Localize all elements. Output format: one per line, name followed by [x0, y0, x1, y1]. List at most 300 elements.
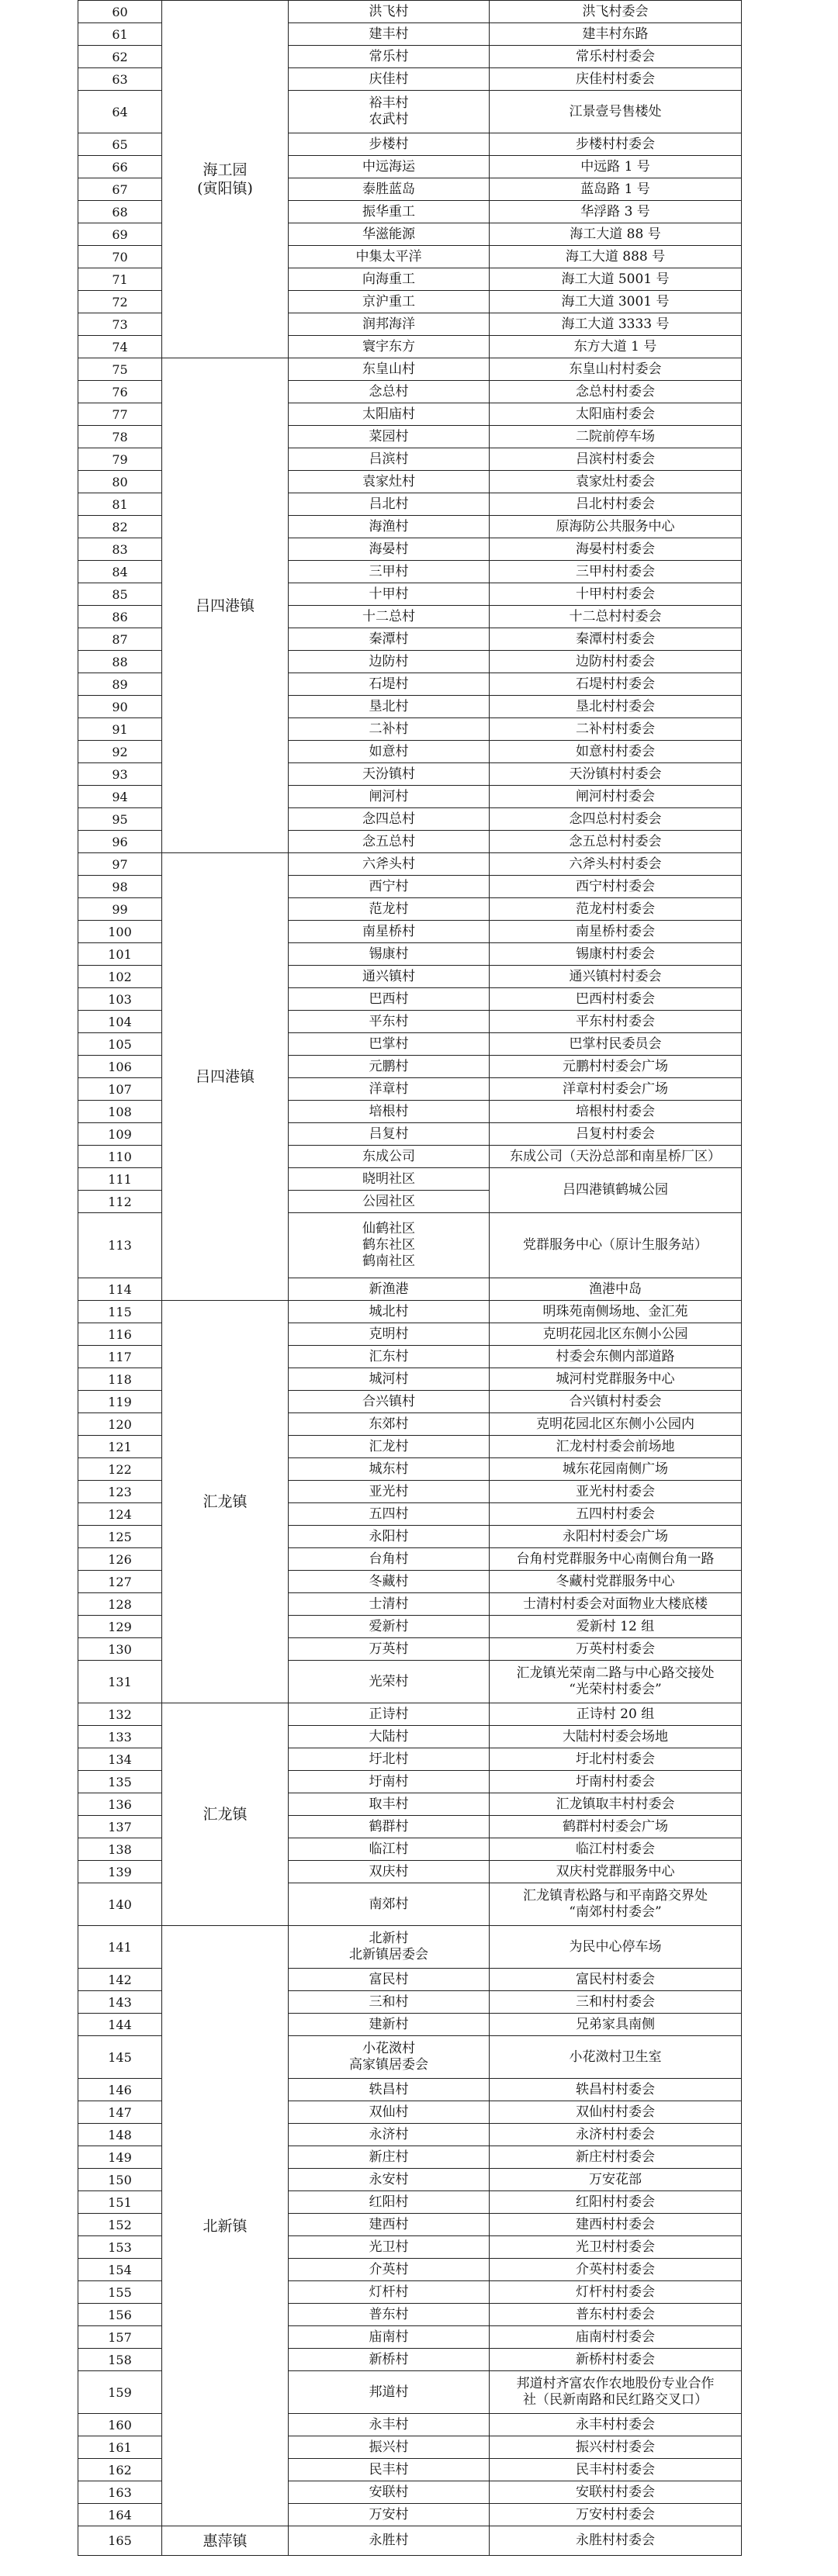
location-cell: 万英村村委会	[490, 1638, 742, 1661]
location-cell: 吕四港镇鹤城公园	[490, 1168, 742, 1213]
village-cell: 光荣村	[289, 1661, 490, 1703]
village-cell: 合兴镇村	[289, 1391, 490, 1413]
row-number: 133	[78, 1726, 162, 1748]
row-number: 67	[78, 178, 162, 201]
row-number: 95	[78, 808, 162, 831]
village-cell: 二补村	[289, 718, 490, 741]
village-cell: 闸河村	[289, 786, 490, 808]
location-cell: 新桥村村委会	[490, 2349, 742, 2371]
location-cell: 三甲村村委会	[490, 561, 742, 583]
row-number: 140	[78, 1883, 162, 1926]
village-cell: 永胜村	[289, 2526, 490, 2556]
row-number: 139	[78, 1861, 162, 1883]
row-number: 111	[78, 1168, 162, 1191]
location-cell: 民丰村村委会	[490, 2459, 742, 2481]
village-cell: 爱新村	[289, 1616, 490, 1638]
village-cell: 华滋能源	[289, 223, 490, 246]
row-number: 71	[78, 268, 162, 291]
row-number: 153	[78, 2236, 162, 2259]
row-number: 98	[78, 876, 162, 898]
row-number: 156	[78, 2304, 162, 2326]
village-cell: 安联村	[289, 2481, 490, 2504]
village-cell: 双庆村	[289, 1861, 490, 1883]
location-cell: 富民村村委会	[490, 1969, 742, 1991]
location-cell: 十甲村村委会	[490, 583, 742, 606]
location-cell: 村委会东侧内部道路	[490, 1346, 742, 1368]
row-number: 66	[78, 156, 162, 178]
row-number: 91	[78, 718, 162, 741]
location-cell: 双庆村党群服务中心	[490, 1861, 742, 1883]
row-number: 96	[78, 831, 162, 853]
location-table	[78, 0, 742, 2556]
row-number: 125	[78, 1526, 162, 1548]
village-cell: 洋章村	[289, 1078, 490, 1101]
village-cell: 建西村	[289, 2214, 490, 2236]
row-number: 113	[78, 1213, 162, 1278]
row-number: 162	[78, 2459, 162, 2481]
location-cell: 念五总村村委会	[490, 831, 742, 853]
village-cell: 克明村	[289, 1323, 490, 1346]
village-cell: 泰胜蓝岛	[289, 178, 490, 201]
location-cell: 新庄村村委会	[490, 2146, 742, 2169]
row-number: 89	[78, 673, 162, 696]
location-cell: 汇龙镇取丰村村委会	[490, 1793, 742, 1816]
location-cell: 大陆村村委会场地	[490, 1726, 742, 1748]
village-cell: 仙鹤社区 鹤东社区 鹤南社区	[289, 1213, 490, 1278]
row-number: 120	[78, 1413, 162, 1436]
location-cell: 秦潭村村委会	[490, 628, 742, 651]
village-cell: 永丰村	[289, 2414, 490, 2436]
village-cell: 建新村	[289, 2014, 490, 2036]
village-cell: 念五总村	[289, 831, 490, 853]
row-number: 122	[78, 1458, 162, 1481]
row-number: 134	[78, 1748, 162, 1771]
location-cell: 汇龙镇青松路与和平南路交界处 “南郊村村委会”	[490, 1883, 742, 1926]
location-cell: 光卫村村委会	[490, 2236, 742, 2259]
village-cell: 润邦海洋	[289, 313, 490, 336]
village-cell: 东郊村	[289, 1413, 490, 1436]
row-number: 164	[78, 2504, 162, 2526]
location-cell: 巴掌村民委员会	[490, 1033, 742, 1056]
location-cell: 江景壹号售楼处	[490, 91, 742, 133]
location-cell: 克明花园北区东侧小公园内	[490, 1413, 742, 1436]
table-row	[78, 1703, 742, 1726]
row-number: 124	[78, 1503, 162, 1526]
village-cell: 常乐村	[289, 46, 490, 68]
location-cell: 海工大道 5001 号	[490, 268, 742, 291]
location-cell: 通兴镇村村委会	[490, 966, 742, 988]
row-number: 151	[78, 2191, 162, 2214]
row-number: 152	[78, 2214, 162, 2236]
row-number: 149	[78, 2146, 162, 2169]
village-cell: 三和村	[289, 1991, 490, 2014]
location-cell: 小花滧村卫生室	[490, 2036, 742, 2079]
row-number: 78	[78, 426, 162, 448]
village-cell: 六斧头村	[289, 853, 490, 876]
village-cell: 念总村	[289, 381, 490, 403]
location-cell: 巴西村村委会	[490, 988, 742, 1011]
row-number: 147	[78, 2101, 162, 2124]
town-cell: 海工园 (寅阳镇)	[162, 1, 289, 358]
village-cell: 平东村	[289, 1011, 490, 1033]
row-number: 130	[78, 1638, 162, 1661]
location-cell: 海工大道 888 号	[490, 246, 742, 268]
location-cell: 元鹏村村委会广场	[490, 1056, 742, 1078]
row-number: 74	[78, 336, 162, 358]
location-cell: 合兴镇村村委会	[490, 1391, 742, 1413]
location-cell: 庆佳村村委会	[490, 68, 742, 91]
location-cell: 建丰村东路	[490, 23, 742, 46]
location-cell: 吕北村村委会	[490, 493, 742, 516]
village-cell: 大陆村	[289, 1726, 490, 1748]
row-number: 131	[78, 1661, 162, 1703]
location-cell: 渔港中岛	[490, 1278, 742, 1301]
row-number: 141	[78, 1926, 162, 1969]
village-cell: 中远海运	[289, 156, 490, 178]
row-number: 161	[78, 2436, 162, 2459]
row-number: 132	[78, 1703, 162, 1726]
location-cell: 士清村村委会对面物业大楼底楼	[490, 1593, 742, 1616]
row-number: 76	[78, 381, 162, 403]
village-cell: 巴西村	[289, 988, 490, 1011]
village-cell: 临江村	[289, 1838, 490, 1861]
row-number: 158	[78, 2349, 162, 2371]
row-number: 144	[78, 2014, 162, 2036]
village-cell: 新渔港	[289, 1278, 490, 1301]
village-cell: 邦道村	[289, 2371, 490, 2414]
village-cell: 北新村 北新镇居委会	[289, 1926, 490, 1969]
row-number: 72	[78, 291, 162, 313]
location-cell: 十二总村村委会	[490, 606, 742, 628]
village-cell: 城河村	[289, 1368, 490, 1391]
row-number: 105	[78, 1033, 162, 1056]
location-cell: 永胜村村委会	[490, 2526, 742, 2556]
row-number: 68	[78, 201, 162, 223]
location-cell: 普东村村委会	[490, 2304, 742, 2326]
location-cell: 台角村党群服务中心南侧台角一路	[490, 1548, 742, 1571]
village-cell: 边防村	[289, 651, 490, 673]
village-cell: 万英村	[289, 1638, 490, 1661]
row-number: 81	[78, 493, 162, 516]
row-number: 77	[78, 403, 162, 426]
town-cell: 汇龙镇	[162, 1703, 289, 1926]
location-cell: 红阳村村委会	[490, 2191, 742, 2214]
row-number: 143	[78, 1991, 162, 2014]
village-cell: 新桥村	[289, 2349, 490, 2371]
row-number: 106	[78, 1056, 162, 1078]
location-cell: 吕复村村委会	[490, 1123, 742, 1146]
village-cell: 十二总村	[289, 606, 490, 628]
location-cell: 石堤村村委会	[490, 673, 742, 696]
village-cell: 京沪重工	[289, 291, 490, 313]
location-cell: 介英村村委会	[490, 2259, 742, 2281]
row-number: 129	[78, 1616, 162, 1638]
village-cell: 吕滨村	[289, 448, 490, 471]
village-cell: 吕复村	[289, 1123, 490, 1146]
village-cell: 巴掌村	[289, 1033, 490, 1056]
row-number: 137	[78, 1816, 162, 1838]
village-cell: 取丰村	[289, 1793, 490, 1816]
location-cell: 城东花园南侧广场	[490, 1458, 742, 1481]
village-cell: 海渔村	[289, 516, 490, 538]
location-cell: 为民中心停车场	[490, 1926, 742, 1969]
village-cell: 晓明社区	[289, 1168, 490, 1191]
village-cell: 元鹏村	[289, 1056, 490, 1078]
village-cell: 袁家灶村	[289, 471, 490, 493]
location-cell: 冬藏村党群服务中心	[490, 1571, 742, 1593]
row-number: 60	[78, 1, 162, 23]
village-cell: 振兴村	[289, 2436, 490, 2459]
location-cell: 平东村村委会	[490, 1011, 742, 1033]
location-cell: 海工大道 3001 号	[490, 291, 742, 313]
village-cell: 永安村	[289, 2169, 490, 2191]
village-cell: 小花滧村 高家镇居委会	[289, 2036, 490, 2079]
location-cell: 太阳庙村委会	[490, 403, 742, 426]
village-cell: 通兴镇村	[289, 966, 490, 988]
location-cell: 洪飞村委会	[490, 1, 742, 23]
town-cell: 吕四港镇	[162, 853, 289, 1301]
location-cell: 万安村村委会	[490, 2504, 742, 2526]
row-number: 85	[78, 583, 162, 606]
row-number: 64	[78, 91, 162, 133]
town-cell: 惠萍镇	[162, 2526, 289, 2556]
village-cell: 圩北村	[289, 1748, 490, 1771]
row-number: 102	[78, 966, 162, 988]
row-number: 104	[78, 1011, 162, 1033]
row-number: 115	[78, 1301, 162, 1323]
location-cell: 正诗村 20 组	[490, 1703, 742, 1726]
table-row	[78, 2526, 742, 2556]
row-number: 61	[78, 23, 162, 46]
row-number: 69	[78, 223, 162, 246]
row-number: 126	[78, 1548, 162, 1571]
location-cell: 原海防公共服务中心	[490, 516, 742, 538]
location-cell: 圩南村村委会	[490, 1771, 742, 1793]
location-cell: 轶昌村村委会	[490, 2079, 742, 2101]
row-number: 84	[78, 561, 162, 583]
table-row	[78, 853, 742, 876]
row-number: 128	[78, 1593, 162, 1616]
row-number: 110	[78, 1146, 162, 1168]
village-cell: 五四村	[289, 1503, 490, 1526]
village-cell: 士清村	[289, 1593, 490, 1616]
location-cell: 华浮路 3 号	[490, 201, 742, 223]
location-cell: 圩北村村委会	[490, 1748, 742, 1771]
row-number: 145	[78, 2036, 162, 2079]
village-cell: 海晏村	[289, 538, 490, 561]
village-cell: 裕丰村 农武村	[289, 91, 490, 133]
location-cell: 克明花园北区东侧小公园	[490, 1323, 742, 1346]
village-cell: 十甲村	[289, 583, 490, 606]
location-cell: 袁家灶村委会	[490, 471, 742, 493]
row-number: 65	[78, 133, 162, 156]
row-number: 116	[78, 1323, 162, 1346]
village-cell: 步楼村	[289, 133, 490, 156]
location-cell: 东皇山村村委会	[490, 358, 742, 381]
location-cell: 西宁村村委会	[490, 876, 742, 898]
location-cell: 汇龙镇光荣南二路与中心路交接处 “光荣村村委会”	[490, 1661, 742, 1703]
location-cell: 天汾镇村村委会	[490, 763, 742, 786]
village-cell: 灯杆村	[289, 2281, 490, 2304]
location-cell: 东成公司（天汾总部和南星桥厂区）	[490, 1146, 742, 1168]
village-cell: 念四总村	[289, 808, 490, 831]
row-number: 99	[78, 898, 162, 921]
row-number: 117	[78, 1346, 162, 1368]
location-cell: 海晏村村委会	[490, 538, 742, 561]
row-number: 157	[78, 2326, 162, 2349]
row-number: 109	[78, 1123, 162, 1146]
village-cell: 新庄村	[289, 2146, 490, 2169]
row-number: 146	[78, 2079, 162, 2101]
village-cell: 培根村	[289, 1101, 490, 1123]
location-cell: 范龙村村委会	[490, 898, 742, 921]
location-cell: 边防村村委会	[490, 651, 742, 673]
location-cell: 闸河村村委会	[490, 786, 742, 808]
row-number: 87	[78, 628, 162, 651]
row-number: 86	[78, 606, 162, 628]
village-cell: 城东村	[289, 1458, 490, 1481]
row-number: 165	[78, 2526, 162, 2556]
location-cell: 吕滨村村委会	[490, 448, 742, 471]
row-number: 160	[78, 2414, 162, 2436]
location-cell: 东方大道 1 号	[490, 336, 742, 358]
village-cell: 富民村	[289, 1969, 490, 1991]
town-cell: 汇龙镇	[162, 1301, 289, 1703]
village-cell: 圩南村	[289, 1771, 490, 1793]
location-cell: 亚光村村委会	[490, 1481, 742, 1503]
location-cell: 念四总村村委会	[490, 808, 742, 831]
table-row	[78, 1, 742, 23]
location-cell: 双仙村村委会	[490, 2101, 742, 2124]
location-cell: 邦道村齐富农作农地股份专业合作 社（民新南路和民红路交叉口）	[490, 2371, 742, 2414]
location-cell: 党群服务中心（原计生服务站）	[490, 1213, 742, 1278]
village-cell: 民丰村	[289, 2459, 490, 2481]
location-cell: 临江村村委会	[490, 1838, 742, 1861]
village-cell: 汇龙村	[289, 1436, 490, 1458]
village-cell: 正诗村	[289, 1703, 490, 1726]
town-cell: 北新镇	[162, 1926, 289, 2526]
row-number: 83	[78, 538, 162, 561]
village-cell: 振华重工	[289, 201, 490, 223]
village-cell: 鹤群村	[289, 1816, 490, 1838]
village-cell: 秦潭村	[289, 628, 490, 651]
village-cell: 城北村	[289, 1301, 490, 1323]
location-cell: 灯杆村村委会	[490, 2281, 742, 2304]
location-cell: 兄弟家具南侧	[490, 2014, 742, 2036]
village-cell: 双仙村	[289, 2101, 490, 2124]
village-cell: 寰宇东方	[289, 336, 490, 358]
location-cell: 庙南村村委会	[490, 2326, 742, 2349]
location-cell: 海工大道 88 号	[490, 223, 742, 246]
row-number: 135	[78, 1771, 162, 1793]
row-number: 155	[78, 2281, 162, 2304]
location-cell: 振兴村村委会	[490, 2436, 742, 2459]
village-cell: 普东村	[289, 2304, 490, 2326]
village-cell: 锡康村	[289, 943, 490, 966]
village-cell: 洪飞村	[289, 1, 490, 23]
row-number: 138	[78, 1838, 162, 1861]
village-cell: 吕北村	[289, 493, 490, 516]
location-cell: 念总村村委会	[490, 381, 742, 403]
location-cell: 永丰村村委会	[490, 2414, 742, 2436]
row-number: 103	[78, 988, 162, 1011]
location-cell: 鹤群村村委会广场	[490, 1816, 742, 1838]
village-cell: 庙南村	[289, 2326, 490, 2349]
location-cell: 中远路 1 号	[490, 156, 742, 178]
village-cell: 轶昌村	[289, 2079, 490, 2101]
row-number: 97	[78, 853, 162, 876]
row-number: 154	[78, 2259, 162, 2281]
row-number: 73	[78, 313, 162, 336]
location-cell: 二补村村委会	[490, 718, 742, 741]
village-cell: 冬藏村	[289, 1571, 490, 1593]
village-cell: 垦北村	[289, 696, 490, 718]
row-number: 107	[78, 1078, 162, 1101]
location-cell: 永济村村委会	[490, 2124, 742, 2146]
row-number: 100	[78, 921, 162, 943]
village-cell: 红阳村	[289, 2191, 490, 2214]
village-cell: 南郊村	[289, 1883, 490, 1926]
location-cell: 蓝岛路 1 号	[490, 178, 742, 201]
table-row	[78, 1301, 742, 1323]
row-number: 82	[78, 516, 162, 538]
location-cell: 常乐村村委会	[490, 46, 742, 68]
row-number: 62	[78, 46, 162, 68]
village-cell: 光卫村	[289, 2236, 490, 2259]
row-number: 163	[78, 2481, 162, 2504]
row-number: 90	[78, 696, 162, 718]
row-number: 70	[78, 246, 162, 268]
row-number: 121	[78, 1436, 162, 1458]
row-number: 75	[78, 358, 162, 381]
row-number: 119	[78, 1391, 162, 1413]
location-cell: 六斧头村村委会	[490, 853, 742, 876]
location-cell: 安联村村委会	[490, 2481, 742, 2504]
row-number: 112	[78, 1191, 162, 1213]
location-cell: 步楼村村委会	[490, 133, 742, 156]
village-cell: 中集太平洋	[289, 246, 490, 268]
row-number: 114	[78, 1278, 162, 1301]
village-cell: 向海重工	[289, 268, 490, 291]
row-number: 123	[78, 1481, 162, 1503]
row-number: 142	[78, 1969, 162, 1991]
location-cell: 汇龙村村委会前场地	[490, 1436, 742, 1458]
location-cell: 五四村村委会	[490, 1503, 742, 1526]
row-number: 118	[78, 1368, 162, 1391]
row-number: 101	[78, 943, 162, 966]
location-cell: 垦北村村委会	[490, 696, 742, 718]
row-number: 159	[78, 2371, 162, 2414]
location-cell: 海工大道 3333 号	[490, 313, 742, 336]
row-number: 136	[78, 1793, 162, 1816]
town-cell: 吕四港镇	[162, 358, 289, 853]
location-cell: 锡康村村委会	[490, 943, 742, 966]
row-number: 93	[78, 763, 162, 786]
location-cell: 万安花部	[490, 2169, 742, 2191]
location-cell: 城河村党群服务中心	[490, 1368, 742, 1391]
row-number: 94	[78, 786, 162, 808]
village-cell: 西宁村	[289, 876, 490, 898]
row-number: 148	[78, 2124, 162, 2146]
village-cell: 太阳庙村	[289, 403, 490, 426]
row-number: 108	[78, 1101, 162, 1123]
row-number: 127	[78, 1571, 162, 1593]
row-number: 80	[78, 471, 162, 493]
location-cell: 洋章村村委会广场	[490, 1078, 742, 1101]
village-cell: 三甲村	[289, 561, 490, 583]
village-cell: 东皇山村	[289, 358, 490, 381]
village-cell: 菜园村	[289, 426, 490, 448]
